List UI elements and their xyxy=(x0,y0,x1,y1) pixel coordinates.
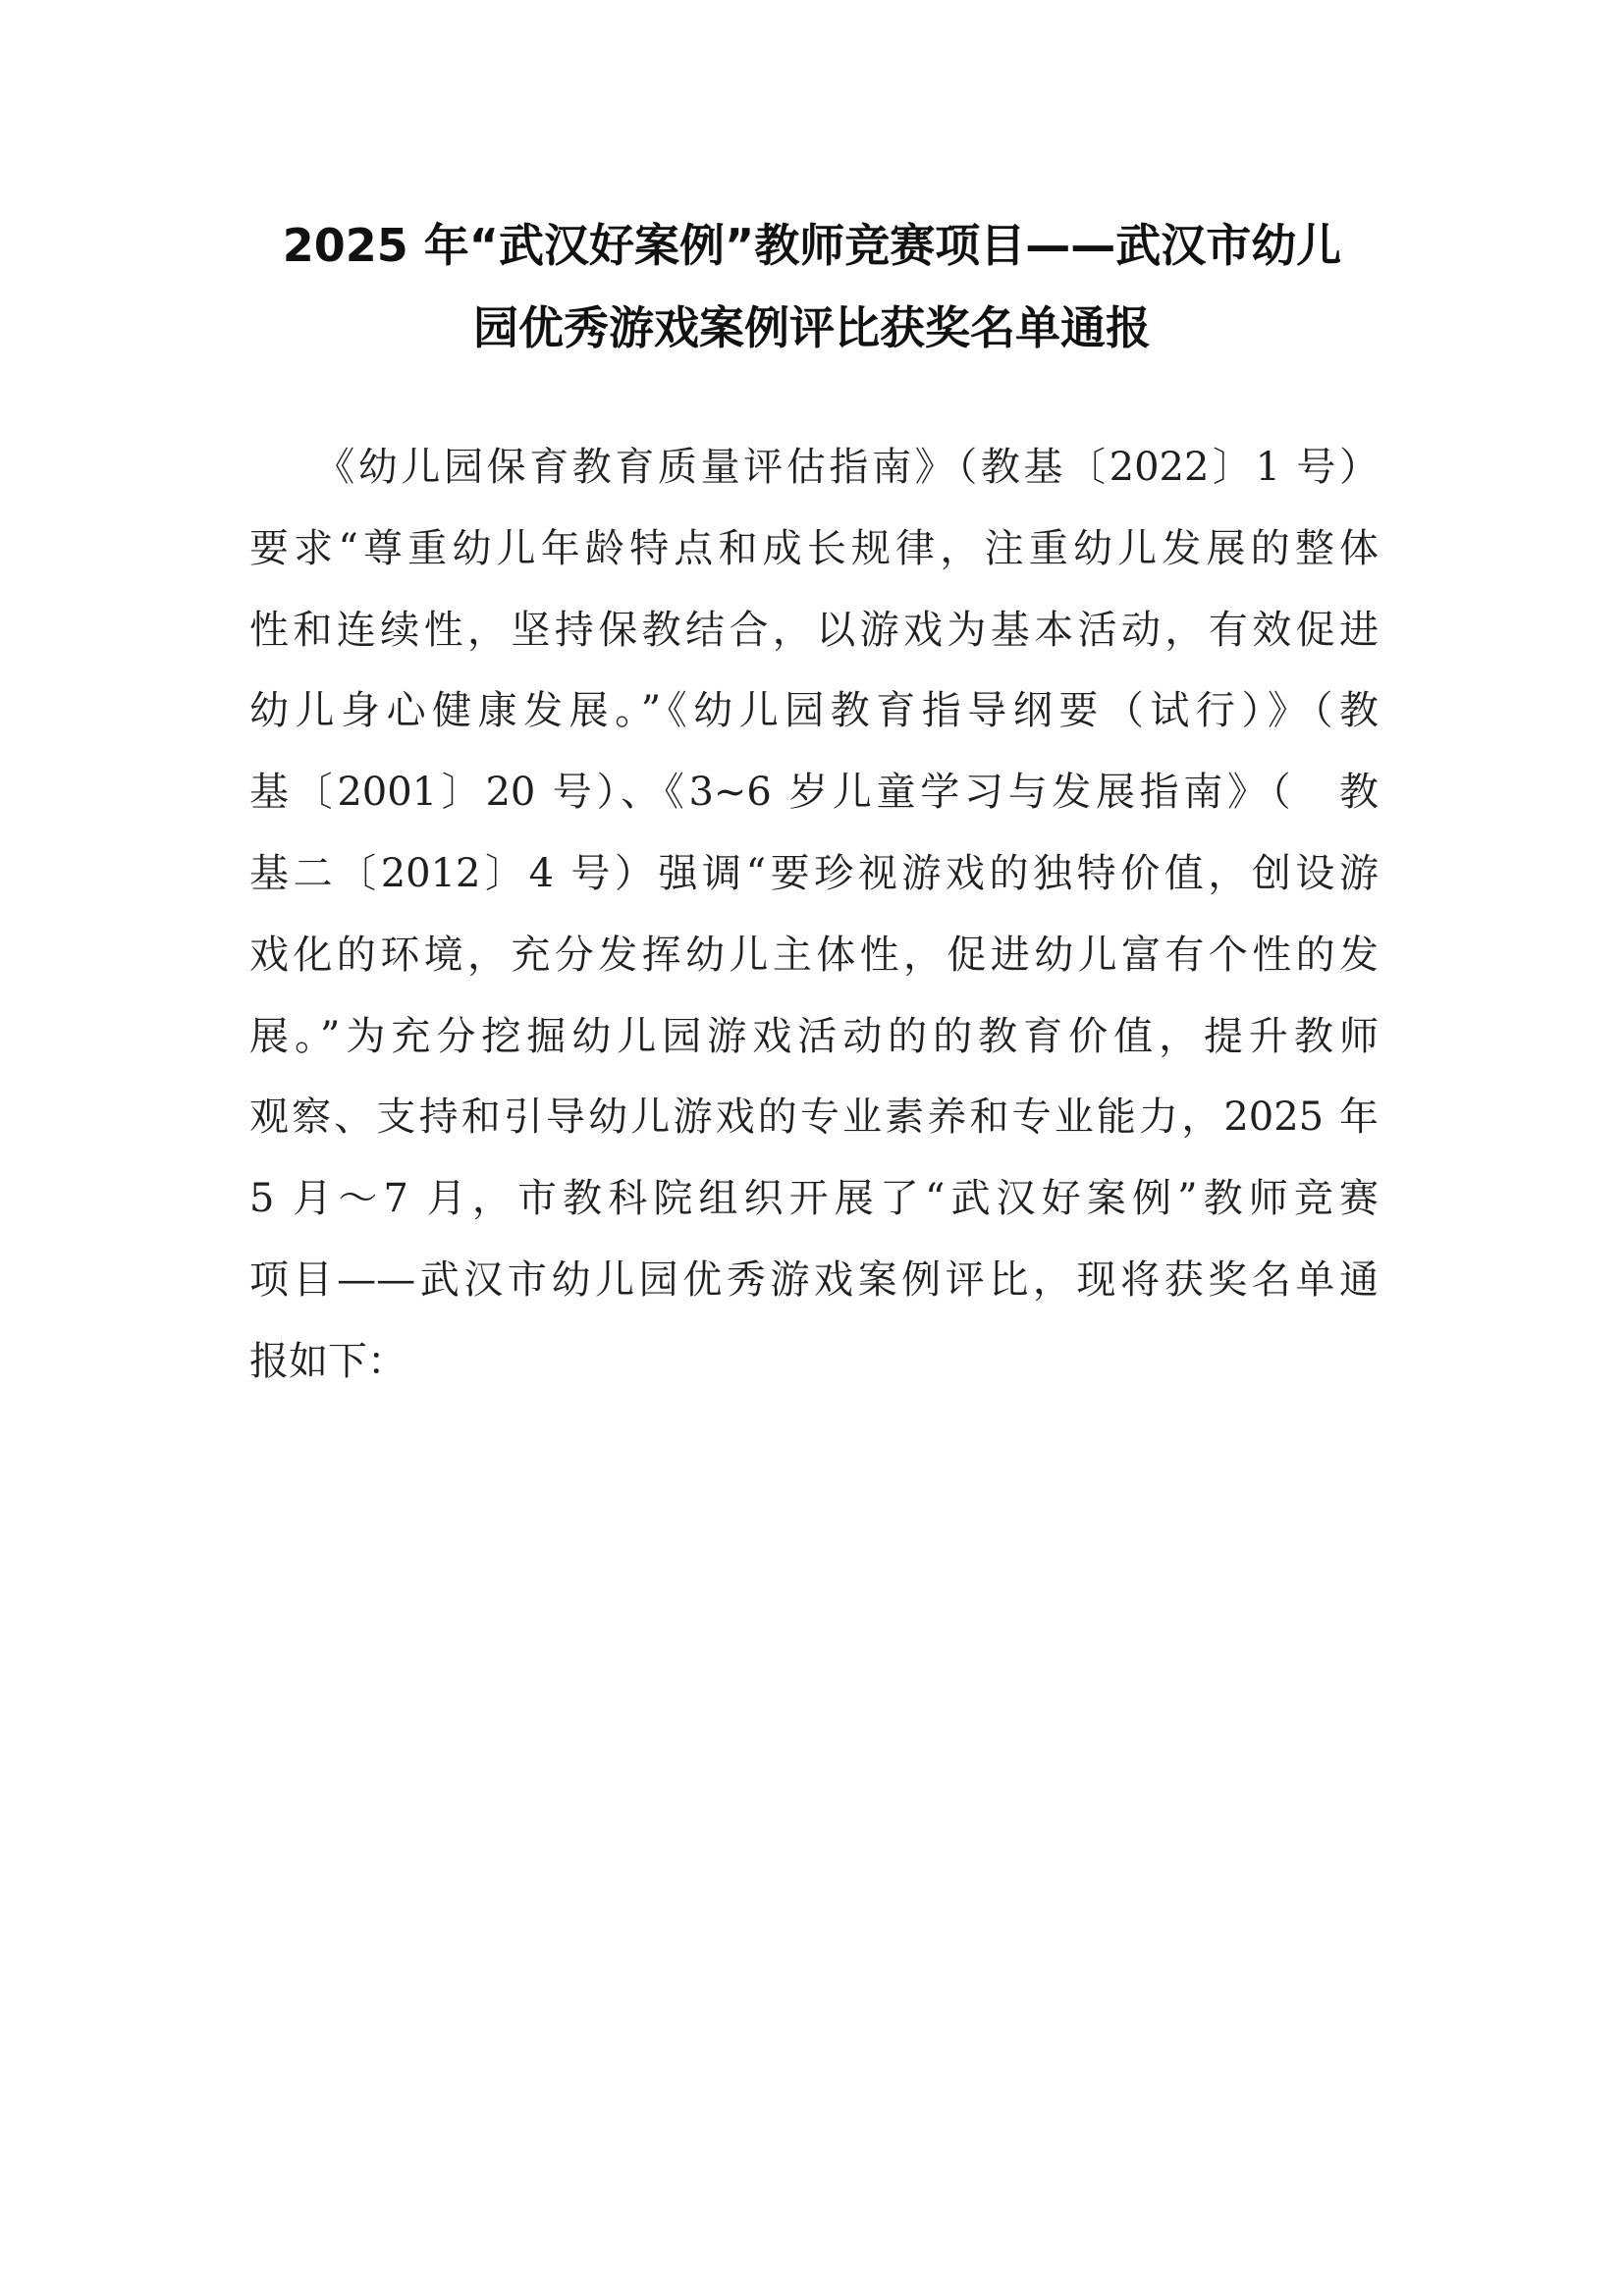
body-line: 基〔2001〕20 号）、《3~6 岁儿童学习与发展指南》（ 教 xyxy=(249,770,1379,816)
body-line: 《幼儿园保育教育质量评估指南》（教基〔2022〕1 号） xyxy=(249,445,1379,490)
document-title xyxy=(245,204,1379,369)
body-line: 项目——武汉市幼儿园优秀游戏案例评比，现将获奖名单通 xyxy=(249,1256,1379,1303)
document-title-line-1: 2025 年“武汉好案例”教师竞赛项目——武汉市幼儿 xyxy=(282,219,1342,272)
body-line: 基二〔2012〕4 号）强调“要珍视游戏的独特价值，创设游 xyxy=(249,850,1379,896)
document-title-line-2: 园优秀游戏案例评比获奖名单通报 xyxy=(473,301,1151,354)
body-line: 展。”为充分挖掘幼儿园游戏活动的的教育价值，提升教师 xyxy=(249,1013,1379,1059)
body-line: 要求“尊重幼儿年龄特点和成长规律，注重幼儿发展的整体 xyxy=(249,525,1379,571)
body-line: 报如下： xyxy=(249,1338,406,1384)
body-line: 幼儿身心健康发展。”《幼儿园教育指导纲要（试行）》（教 xyxy=(249,688,1379,734)
document-body xyxy=(249,427,1379,1403)
body-line: 5 月～7 月，市教科院组织开展了“武汉好案例”教师竞赛 xyxy=(249,1176,1379,1222)
body-line: 戏化的环境，充分发挥幼儿主体性，促进幼儿富有个性的发 xyxy=(249,932,1379,978)
body-line: 性和连续性，坚持保教结合，以游戏为基本活动，有效促进 xyxy=(249,607,1379,653)
body-line: 观察、支持和引导幼儿游戏的专业素养和专业能力，2025 年 xyxy=(249,1095,1379,1141)
